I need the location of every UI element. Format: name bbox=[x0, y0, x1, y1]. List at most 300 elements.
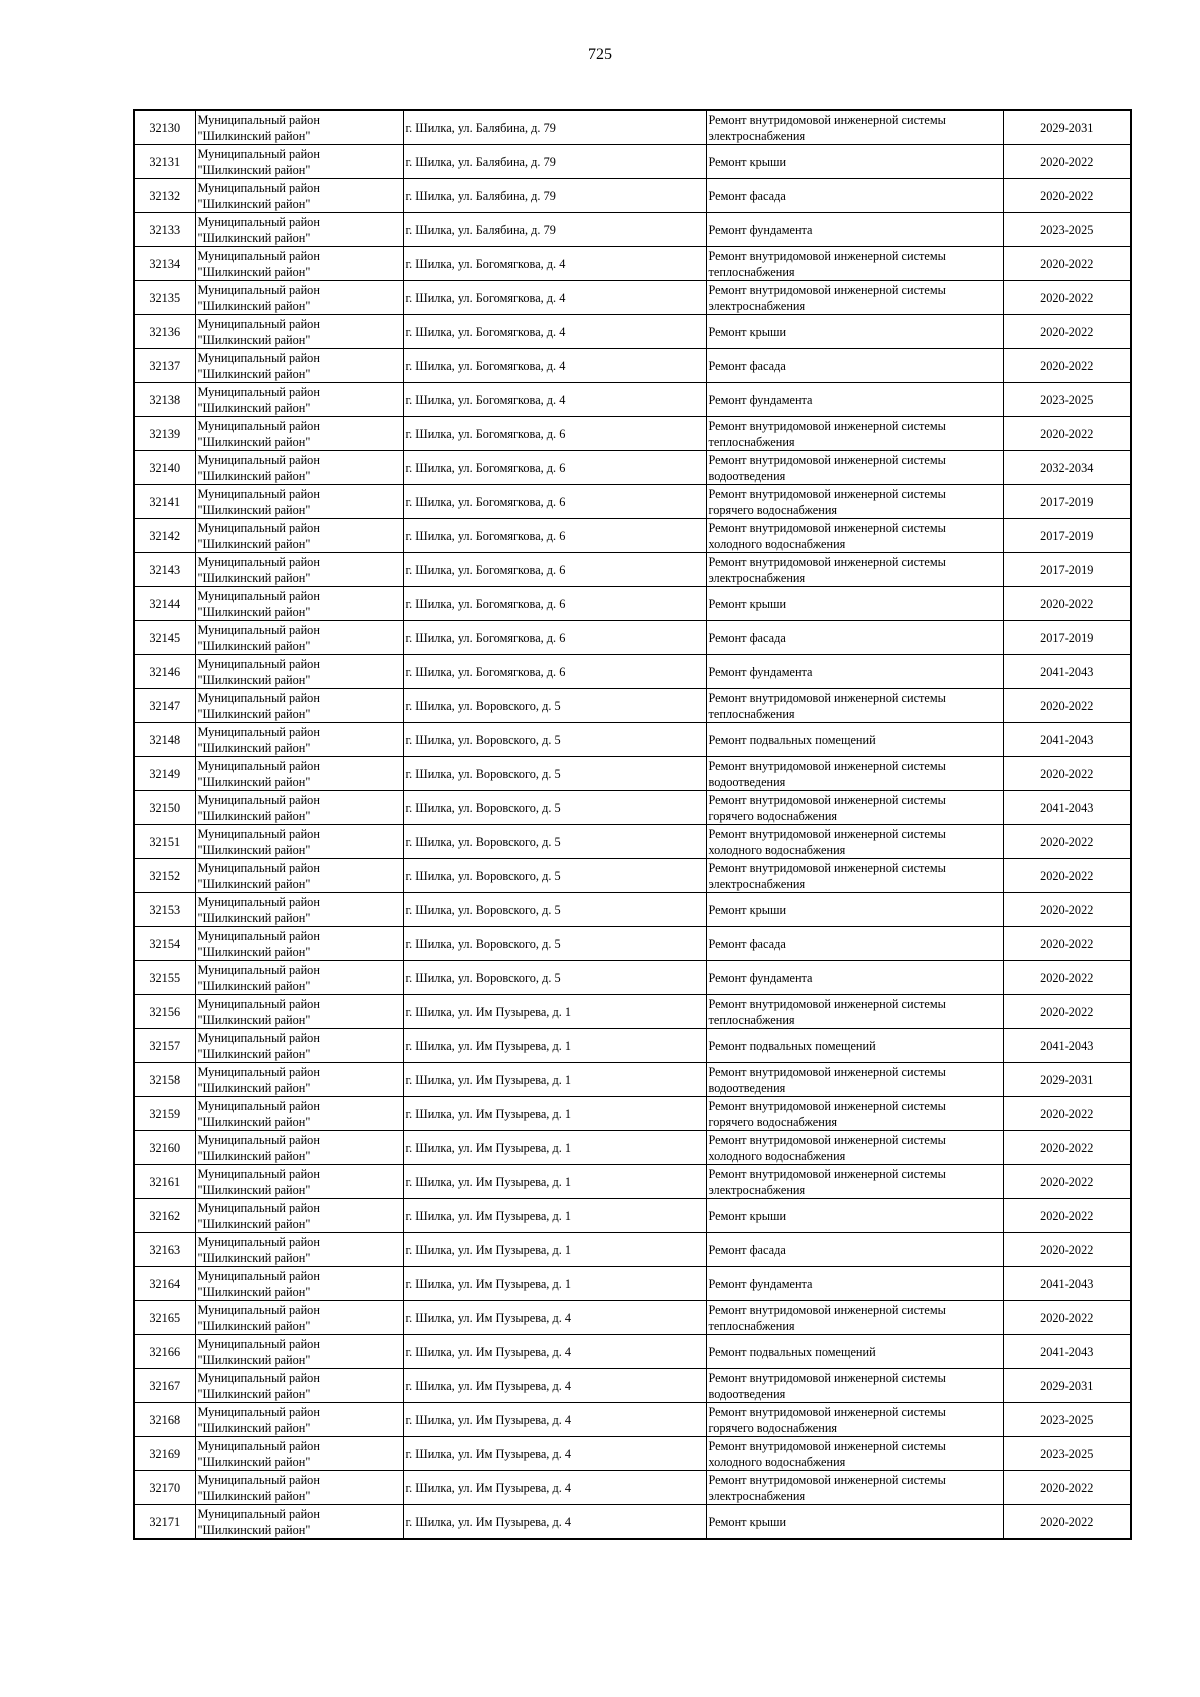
work-type-cell bbox=[706, 587, 1003, 621]
work-type-line-1: Ремонт крыши bbox=[708, 1514, 787, 1529]
table-row bbox=[134, 655, 1131, 689]
table-row bbox=[134, 927, 1131, 961]
municipality-cell bbox=[195, 1505, 403, 1540]
municipality-line-2: "Шилкинский район" bbox=[197, 434, 311, 449]
municipality-cell bbox=[195, 1199, 403, 1233]
municipality-line-1: Муниципальный район bbox=[197, 894, 320, 909]
address-cell: г. Шилка, ул. Им Пузырева, д. 1 bbox=[403, 1063, 706, 1097]
municipality-cell bbox=[195, 825, 403, 859]
work-type-cell bbox=[706, 145, 1003, 179]
municipality-cell bbox=[195, 145, 403, 179]
work-type-cell bbox=[706, 1165, 1003, 1199]
work-type-cell bbox=[706, 247, 1003, 281]
municipality-line-2: "Шилкинский район" bbox=[197, 1046, 311, 1061]
work-type-cell bbox=[706, 1471, 1003, 1505]
municipality-line-2: "Шилкинский район" bbox=[197, 774, 311, 789]
municipality-cell bbox=[195, 587, 403, 621]
work-type-line-1: Ремонт внутридомовой инженерной системы bbox=[708, 112, 946, 127]
address-cell: г. Шилка, ул. Богомягкова, д. 6 bbox=[403, 553, 706, 587]
work-type-cell bbox=[706, 893, 1003, 927]
municipality-cell bbox=[195, 621, 403, 655]
table-row bbox=[134, 1199, 1131, 1233]
work-type-cell bbox=[706, 655, 1003, 689]
row-number-cell: 32152 bbox=[134, 859, 195, 893]
table-row bbox=[134, 315, 1131, 349]
municipality-line-1: Муниципальный район bbox=[197, 792, 320, 807]
table-row bbox=[134, 281, 1131, 315]
work-type-line-1: Ремонт фундамента bbox=[708, 664, 813, 679]
period-cell: 2020-2022 bbox=[1003, 145, 1131, 179]
address-cell: г. Шилка, ул. Богомягкова, д. 4 bbox=[403, 383, 706, 417]
row-number-cell: 32157 bbox=[134, 1029, 195, 1063]
municipality-line-1: Муниципальный район bbox=[197, 860, 320, 875]
work-type-line-2: электроснабжения bbox=[708, 1488, 806, 1503]
row-number-cell: 32150 bbox=[134, 791, 195, 825]
municipality-line-2: "Шилкинский район" bbox=[197, 366, 311, 381]
work-type-cell bbox=[706, 757, 1003, 791]
municipality-line-1: Муниципальный район bbox=[197, 962, 320, 977]
row-number-cell: 32145 bbox=[134, 621, 195, 655]
municipality-cell bbox=[195, 1097, 403, 1131]
row-number-cell: 32140 bbox=[134, 451, 195, 485]
address-cell: г. Шилка, ул. Богомягкова, д. 6 bbox=[403, 485, 706, 519]
period-cell: 2020-2022 bbox=[1003, 1505, 1131, 1540]
row-number-cell: 32153 bbox=[134, 893, 195, 927]
municipality-cell bbox=[195, 485, 403, 519]
municipality-cell bbox=[195, 179, 403, 213]
work-type-line-2: теплоснабжения bbox=[708, 1318, 795, 1333]
period-cell: 2023-2025 bbox=[1003, 213, 1131, 247]
municipality-line-1: Муниципальный район bbox=[197, 826, 320, 841]
address-cell: г. Шилка, ул. Воровского, д. 5 bbox=[403, 757, 706, 791]
period-cell: 2020-2022 bbox=[1003, 1233, 1131, 1267]
municipality-cell bbox=[195, 451, 403, 485]
work-type-cell bbox=[706, 213, 1003, 247]
period-cell: 2041-2043 bbox=[1003, 1029, 1131, 1063]
municipality-cell bbox=[195, 281, 403, 315]
address-cell: г. Шилка, ул. Воровского, д. 5 bbox=[403, 689, 706, 723]
row-number-cell: 32139 bbox=[134, 417, 195, 451]
row-number-cell: 32158 bbox=[134, 1063, 195, 1097]
row-number-cell: 32133 bbox=[134, 213, 195, 247]
municipality-cell bbox=[195, 757, 403, 791]
period-cell: 2020-2022 bbox=[1003, 1165, 1131, 1199]
municipality-cell bbox=[195, 961, 403, 995]
address-cell: г. Шилка, ул. Воровского, д. 5 bbox=[403, 723, 706, 757]
work-type-line-1: Ремонт внутридомовой инженерной системы bbox=[708, 1166, 946, 1181]
address-cell: г. Шилка, ул. Воровского, д. 5 bbox=[403, 893, 706, 927]
work-type-line-1: Ремонт внутридомовой инженерной системы bbox=[708, 826, 946, 841]
work-type-line-1: Ремонт внутридомовой инженерной системы bbox=[708, 418, 946, 433]
work-type-line-1: Ремонт подвальных помещений bbox=[708, 1038, 876, 1053]
work-type-line-1: Ремонт внутридомовой инженерной системы bbox=[708, 452, 946, 467]
municipality-cell bbox=[195, 1403, 403, 1437]
table-row bbox=[134, 1471, 1131, 1505]
municipality-line-2: "Шилкинский район" bbox=[197, 638, 311, 653]
repair-schedule-table bbox=[133, 109, 1132, 1540]
period-cell: 2020-2022 bbox=[1003, 1199, 1131, 1233]
period-cell: 2020-2022 bbox=[1003, 995, 1131, 1029]
row-number-cell: 32169 bbox=[134, 1437, 195, 1471]
work-type-cell bbox=[706, 349, 1003, 383]
work-type-line-1: Ремонт внутридомовой инженерной системы bbox=[708, 486, 946, 501]
row-number-cell: 32159 bbox=[134, 1097, 195, 1131]
address-cell: г. Шилка, ул. Им Пузырева, д. 4 bbox=[403, 1437, 706, 1471]
municipality-cell bbox=[195, 1029, 403, 1063]
municipality-cell bbox=[195, 1369, 403, 1403]
period-cell: 2041-2043 bbox=[1003, 1267, 1131, 1301]
municipality-line-2: "Шилкинский район" bbox=[197, 944, 311, 959]
row-number-cell: 32170 bbox=[134, 1471, 195, 1505]
period-cell: 2020-2022 bbox=[1003, 247, 1131, 281]
period-cell: 2020-2022 bbox=[1003, 825, 1131, 859]
page-number: 725 bbox=[588, 46, 612, 63]
work-type-line-2: теплоснабжения bbox=[708, 1012, 795, 1027]
period-cell: 2020-2022 bbox=[1003, 417, 1131, 451]
work-type-line-1: Ремонт фасада bbox=[708, 936, 786, 951]
period-cell: 2020-2022 bbox=[1003, 961, 1131, 995]
municipality-line-2: "Шилкинский район" bbox=[197, 876, 311, 891]
period-cell: 2041-2043 bbox=[1003, 1335, 1131, 1369]
work-type-line-2: горячего водоснабжения bbox=[708, 1420, 838, 1435]
work-type-line-2: электроснабжения bbox=[708, 876, 806, 891]
address-cell: г. Шилка, ул. Им Пузырева, д. 1 bbox=[403, 1029, 706, 1063]
municipality-line-2: "Шилкинский район" bbox=[197, 672, 311, 687]
work-type-line-2: теплоснабжения bbox=[708, 434, 795, 449]
municipality-line-1: Муниципальный район bbox=[197, 1132, 320, 1147]
address-cell: г. Шилка, ул. Им Пузырева, д. 4 bbox=[403, 1301, 706, 1335]
municipality-cell bbox=[195, 723, 403, 757]
table-row bbox=[134, 179, 1131, 213]
work-type-line-1: Ремонт внутридомовой инженерной системы bbox=[708, 282, 946, 297]
work-type-cell bbox=[706, 110, 1003, 145]
work-type-line-1: Ремонт внутридомовой инженерной системы bbox=[708, 690, 946, 705]
row-number-cell: 32167 bbox=[134, 1369, 195, 1403]
row-number-cell: 32162 bbox=[134, 1199, 195, 1233]
row-number-cell: 32147 bbox=[134, 689, 195, 723]
work-type-line-1: Ремонт внутридомовой инженерной системы bbox=[708, 1438, 946, 1453]
municipality-line-1: Муниципальный район bbox=[197, 1336, 320, 1351]
table-row bbox=[134, 961, 1131, 995]
period-cell: 2020-2022 bbox=[1003, 179, 1131, 213]
row-number-cell: 32142 bbox=[134, 519, 195, 553]
period-cell: 2020-2022 bbox=[1003, 689, 1131, 723]
row-number-cell: 32151 bbox=[134, 825, 195, 859]
row-number-cell: 32130 bbox=[134, 110, 195, 145]
address-cell: г. Шилка, ул. Богомягкова, д. 6 bbox=[403, 417, 706, 451]
municipality-cell bbox=[195, 1301, 403, 1335]
municipality-line-1: Муниципальный район bbox=[197, 690, 320, 705]
period-cell: 2020-2022 bbox=[1003, 757, 1131, 791]
work-type-cell bbox=[706, 383, 1003, 417]
table-row bbox=[134, 485, 1131, 519]
table-row bbox=[134, 1233, 1131, 1267]
municipality-line-1: Муниципальный район bbox=[197, 1268, 320, 1283]
address-cell: г. Шилка, ул. Им Пузырева, д. 1 bbox=[403, 1199, 706, 1233]
address-cell: г. Шилка, ул. Им Пузырева, д. 1 bbox=[403, 1233, 706, 1267]
period-cell: 2017-2019 bbox=[1003, 621, 1131, 655]
address-cell: г. Шилка, ул. Им Пузырева, д. 4 bbox=[403, 1369, 706, 1403]
work-type-line-1: Ремонт внутридомовой инженерной системы bbox=[708, 1404, 946, 1419]
work-type-cell bbox=[706, 1403, 1003, 1437]
work-type-cell bbox=[706, 1199, 1003, 1233]
work-type-line-1: Ремонт подвальных помещений bbox=[708, 732, 876, 747]
municipality-line-2: "Шилкинский район" bbox=[197, 1318, 311, 1333]
work-type-line-2: теплоснабжения bbox=[708, 264, 795, 279]
period-cell: 2020-2022 bbox=[1003, 349, 1131, 383]
row-number-cell: 32138 bbox=[134, 383, 195, 417]
municipality-cell bbox=[195, 213, 403, 247]
municipality-line-1: Муниципальный район bbox=[197, 622, 320, 637]
period-cell: 2020-2022 bbox=[1003, 859, 1131, 893]
work-type-line-1: Ремонт внутридомовой инженерной системы bbox=[708, 996, 946, 1011]
municipality-line-2: "Шилкинский район" bbox=[197, 1250, 311, 1265]
municipality-cell bbox=[195, 553, 403, 587]
table-row bbox=[134, 1063, 1131, 1097]
table-row bbox=[134, 1097, 1131, 1131]
table-row bbox=[134, 145, 1131, 179]
row-number-cell: 32164 bbox=[134, 1267, 195, 1301]
table-row bbox=[134, 689, 1131, 723]
work-type-line-1: Ремонт крыши bbox=[708, 154, 787, 169]
municipality-line-2: "Шилкинский район" bbox=[197, 298, 311, 313]
row-number-cell: 32156 bbox=[134, 995, 195, 1029]
municipality-line-1: Муниципальный район bbox=[197, 180, 320, 195]
period-cell: 2023-2025 bbox=[1003, 1437, 1131, 1471]
work-type-line-1: Ремонт подвальных помещений bbox=[708, 1344, 876, 1359]
municipality-line-1: Муниципальный район bbox=[197, 1404, 320, 1419]
period-cell: 2029-2031 bbox=[1003, 1369, 1131, 1403]
table-row bbox=[134, 1403, 1131, 1437]
work-type-line-1: Ремонт внутридомовой инженерной системы bbox=[708, 1472, 946, 1487]
municipality-line-1: Муниципальный район bbox=[197, 486, 320, 501]
table-row bbox=[134, 1029, 1131, 1063]
municipality-cell bbox=[195, 1233, 403, 1267]
municipality-cell bbox=[195, 1267, 403, 1301]
municipality-cell bbox=[195, 1437, 403, 1471]
work-type-line-1: Ремонт внутридомовой инженерной системы bbox=[708, 1132, 946, 1147]
work-type-line-1: Ремонт внутридомовой инженерной системы bbox=[708, 1302, 946, 1317]
period-cell: 2023-2025 bbox=[1003, 1403, 1131, 1437]
table-row bbox=[134, 757, 1131, 791]
municipality-line-2: "Шилкинский район" bbox=[197, 978, 311, 993]
work-type-line-2: водоотведения bbox=[708, 774, 786, 789]
row-number-cell: 32171 bbox=[134, 1505, 195, 1540]
work-type-line-1: Ремонт фундамента bbox=[708, 222, 813, 237]
table-row bbox=[134, 587, 1131, 621]
work-type-cell bbox=[706, 995, 1003, 1029]
municipality-line-2: "Шилкинский район" bbox=[197, 468, 311, 483]
work-type-line-1: Ремонт внутридомовой инженерной системы bbox=[708, 248, 946, 263]
address-cell: г. Шилка, ул. Им Пузырева, д. 4 bbox=[403, 1403, 706, 1437]
work-type-line-1: Ремонт крыши bbox=[708, 324, 787, 339]
table-row bbox=[134, 723, 1131, 757]
row-number-cell: 32135 bbox=[134, 281, 195, 315]
municipality-line-1: Муниципальный район bbox=[197, 1166, 320, 1181]
municipality-line-1: Муниципальный район bbox=[197, 1234, 320, 1249]
period-cell: 2029-2031 bbox=[1003, 1063, 1131, 1097]
work-type-line-1: Ремонт крыши bbox=[708, 596, 787, 611]
period-cell: 2020-2022 bbox=[1003, 927, 1131, 961]
work-type-cell bbox=[706, 1097, 1003, 1131]
municipality-line-2: "Шилкинский район" bbox=[197, 604, 311, 619]
municipality-line-2: "Шилкинский район" bbox=[197, 910, 311, 925]
period-cell: 2017-2019 bbox=[1003, 553, 1131, 587]
work-type-line-1: Ремонт внутридомовой инженерной системы bbox=[708, 758, 946, 773]
address-cell: г. Шилка, ул. Им Пузырева, д. 1 bbox=[403, 1165, 706, 1199]
municipality-line-2: "Шилкинский район" bbox=[197, 1488, 311, 1503]
municipality-line-2: "Шилкинский район" bbox=[197, 1148, 311, 1163]
work-type-cell bbox=[706, 689, 1003, 723]
row-number-cell: 32137 bbox=[134, 349, 195, 383]
table-row bbox=[134, 1131, 1131, 1165]
work-type-cell bbox=[706, 927, 1003, 961]
municipality-cell bbox=[195, 689, 403, 723]
municipality-line-2: "Шилкинский район" bbox=[197, 1420, 311, 1435]
municipality-line-2: "Шилкинский район" bbox=[197, 128, 311, 143]
municipality-line-1: Муниципальный район bbox=[197, 520, 320, 535]
table-row bbox=[134, 349, 1131, 383]
work-type-cell bbox=[706, 1437, 1003, 1471]
municipality-line-2: "Шилкинский район" bbox=[197, 1080, 311, 1095]
municipality-line-2: "Шилкинский район" bbox=[197, 1386, 311, 1401]
table-row bbox=[134, 1505, 1131, 1540]
municipality-line-2: "Шилкинский район" bbox=[197, 1522, 311, 1537]
address-cell: г. Шилка, ул. Им Пузырева, д. 1 bbox=[403, 1267, 706, 1301]
row-number-cell: 32143 bbox=[134, 553, 195, 587]
municipality-cell bbox=[195, 247, 403, 281]
address-cell: г. Шилка, ул. Воровского, д. 5 bbox=[403, 927, 706, 961]
work-type-cell bbox=[706, 1335, 1003, 1369]
municipality-line-1: Муниципальный район bbox=[197, 316, 320, 331]
municipality-line-2: "Шилкинский район" bbox=[197, 502, 311, 517]
table-row bbox=[134, 859, 1131, 893]
period-cell: 2017-2019 bbox=[1003, 485, 1131, 519]
work-type-line-1: Ремонт крыши bbox=[708, 1208, 787, 1223]
address-cell: г. Шилка, ул. Воровского, д. 5 bbox=[403, 825, 706, 859]
work-type-cell bbox=[706, 417, 1003, 451]
municipality-line-2: "Шилкинский район" bbox=[197, 400, 311, 415]
work-type-cell bbox=[706, 621, 1003, 655]
municipality-line-2: "Шилкинский район" bbox=[197, 1182, 311, 1197]
work-type-line-2: электроснабжения bbox=[708, 128, 806, 143]
row-number-cell: 32149 bbox=[134, 757, 195, 791]
municipality-line-2: "Шилкинский район" bbox=[197, 332, 311, 347]
address-cell: г. Шилка, ул. Им Пузырева, д. 1 bbox=[403, 995, 706, 1029]
municipality-line-2: "Шилкинский район" bbox=[197, 196, 311, 211]
municipality-cell bbox=[195, 995, 403, 1029]
row-number-cell: 32131 bbox=[134, 145, 195, 179]
table-row bbox=[134, 995, 1131, 1029]
municipality-cell bbox=[195, 927, 403, 961]
work-type-line-1: Ремонт фасада bbox=[708, 1242, 786, 1257]
table-row bbox=[134, 825, 1131, 859]
address-cell: г. Шилка, ул. Им Пузырева, д. 4 bbox=[403, 1505, 706, 1540]
address-cell: г. Шилка, ул. Воровского, д. 5 bbox=[403, 961, 706, 995]
municipality-cell bbox=[195, 1165, 403, 1199]
work-type-cell bbox=[706, 1233, 1003, 1267]
work-type-cell bbox=[706, 315, 1003, 349]
row-number-cell: 32155 bbox=[134, 961, 195, 995]
municipality-line-1: Муниципальный район bbox=[197, 1098, 320, 1113]
municipality-cell bbox=[195, 417, 403, 451]
municipality-line-2: "Шилкинский район" bbox=[197, 1284, 311, 1299]
address-cell: г. Шилка, ул. Богомягкова, д. 6 bbox=[403, 587, 706, 621]
address-cell: г. Шилка, ул. Богомягкова, д. 6 bbox=[403, 519, 706, 553]
municipality-line-2: "Шилкинский район" bbox=[197, 842, 311, 857]
table-row bbox=[134, 1437, 1131, 1471]
address-cell: г. Шилка, ул. Богомягкова, д. 4 bbox=[403, 349, 706, 383]
work-type-cell bbox=[706, 859, 1003, 893]
municipality-cell bbox=[195, 893, 403, 927]
municipality-line-2: "Шилкинский район" bbox=[197, 1114, 311, 1129]
table-row bbox=[134, 1165, 1131, 1199]
period-cell: 2041-2043 bbox=[1003, 655, 1131, 689]
row-number-cell: 32168 bbox=[134, 1403, 195, 1437]
work-type-cell bbox=[706, 1505, 1003, 1540]
work-type-cell bbox=[706, 451, 1003, 485]
row-number-cell: 32136 bbox=[134, 315, 195, 349]
work-type-line-1: Ремонт внутридомовой инженерной системы bbox=[708, 1370, 946, 1385]
work-type-line-1: Ремонт фасада bbox=[708, 188, 786, 203]
work-type-cell bbox=[706, 1301, 1003, 1335]
work-type-line-1: Ремонт крыши bbox=[708, 902, 787, 917]
work-type-cell bbox=[706, 1369, 1003, 1403]
municipality-line-1: Муниципальный район bbox=[197, 112, 320, 127]
address-cell: г. Шилка, ул. Богомягкова, д. 6 bbox=[403, 621, 706, 655]
period-cell: 2020-2022 bbox=[1003, 1471, 1131, 1505]
period-cell: 2017-2019 bbox=[1003, 519, 1131, 553]
address-cell: г. Шилка, ул. Им Пузырева, д. 1 bbox=[403, 1131, 706, 1165]
work-type-line-1: Ремонт внутридомовой инженерной системы bbox=[708, 554, 946, 569]
address-cell: г. Шилка, ул. Богомягкова, д. 6 bbox=[403, 451, 706, 485]
municipality-line-1: Муниципальный район bbox=[197, 452, 320, 467]
municipality-line-1: Муниципальный район bbox=[197, 996, 320, 1011]
municipality-cell bbox=[195, 1131, 403, 1165]
address-cell: г. Шилка, ул. Балябина, д. 79 bbox=[403, 213, 706, 247]
municipality-cell bbox=[195, 859, 403, 893]
row-number-cell: 32134 bbox=[134, 247, 195, 281]
municipality-line-2: "Шилкинский район" bbox=[197, 1454, 311, 1469]
table-row bbox=[134, 553, 1131, 587]
municipality-line-1: Муниципальный район bbox=[197, 588, 320, 603]
address-cell: г. Шилка, ул. Балябина, д. 79 bbox=[403, 110, 706, 145]
table-row bbox=[134, 1267, 1131, 1301]
municipality-line-1: Муниципальный район bbox=[197, 248, 320, 263]
work-type-cell bbox=[706, 519, 1003, 553]
period-cell: 2032-2034 bbox=[1003, 451, 1131, 485]
municipality-line-1: Муниципальный район bbox=[197, 1506, 320, 1521]
work-type-cell bbox=[706, 1267, 1003, 1301]
row-number-cell: 32148 bbox=[134, 723, 195, 757]
work-type-cell bbox=[706, 485, 1003, 519]
work-type-line-2: электроснабжения bbox=[708, 1182, 806, 1197]
table-row bbox=[134, 110, 1131, 145]
period-cell: 2023-2025 bbox=[1003, 383, 1131, 417]
municipality-cell bbox=[195, 315, 403, 349]
work-type-line-2: водоотведения bbox=[708, 468, 786, 483]
municipality-line-1: Муниципальный район bbox=[197, 724, 320, 739]
table-row bbox=[134, 451, 1131, 485]
work-type-line-2: холодного водоснабжения bbox=[708, 1148, 846, 1163]
row-number-cell: 32146 bbox=[134, 655, 195, 689]
work-type-cell bbox=[706, 825, 1003, 859]
row-number-cell: 32154 bbox=[134, 927, 195, 961]
period-cell: 2041-2043 bbox=[1003, 791, 1131, 825]
work-type-line-2: электроснабжения bbox=[708, 298, 806, 313]
row-number-cell: 32161 bbox=[134, 1165, 195, 1199]
municipality-line-2: "Шилкинский район" bbox=[197, 264, 311, 279]
